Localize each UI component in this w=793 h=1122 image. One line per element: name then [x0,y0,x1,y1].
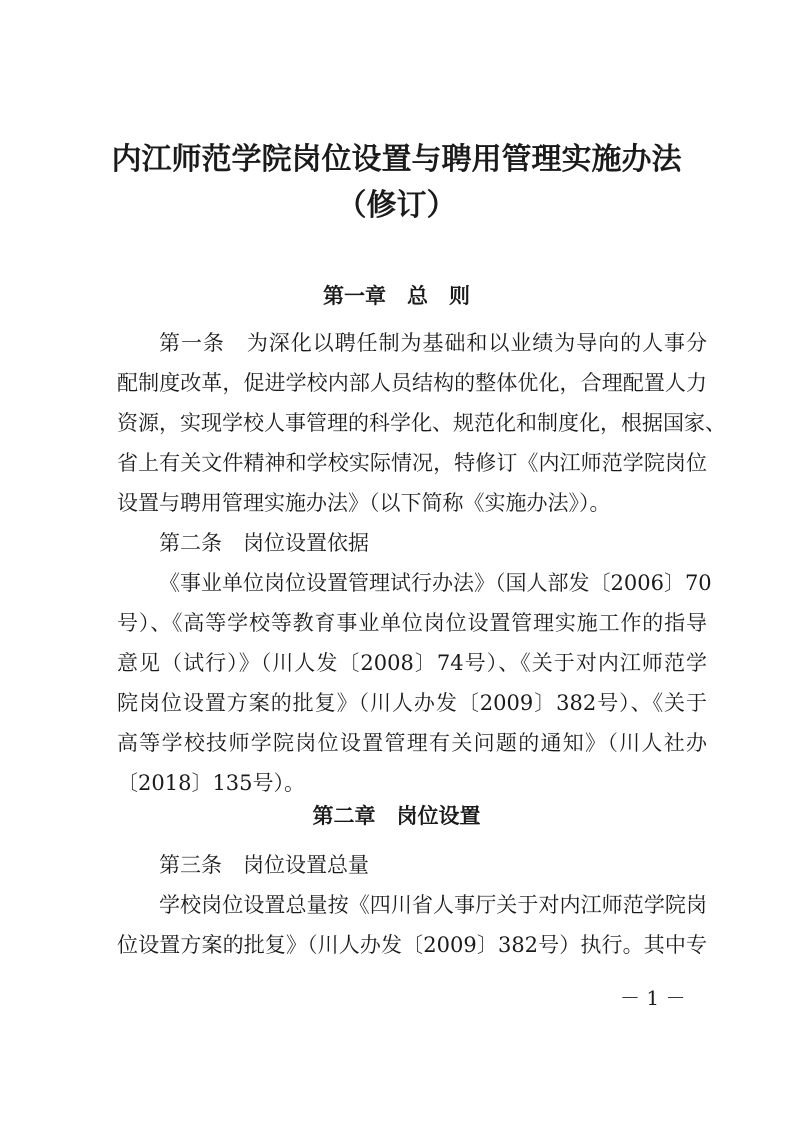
paragraph-line: 院岗位设置方案的批复》（川人办发〔2009〕382号）、《关于 [117,691,707,715]
chapter-heading: 第二章 岗位设置 [312,804,481,828]
article-heading: 第二条 岗位设置依据 [159,531,369,555]
paragraph-line: 意见（试行）》（川人发〔2008〕74号）、《关于对内江师范学 [117,651,707,675]
paragraph-line: 配制度改革，促进学校内部人员结构的整体优化，合理配置人力 [117,371,707,395]
paragraph-line: 号）、《高等学校等教育事业单位岗位设置管理实施工作的指导 [117,611,707,635]
paragraph-line: 《事业单位岗位设置管理试行办法》（国人部发〔2006〕70 [159,571,712,595]
page-number: － 1 － [620,986,686,1010]
paragraph-line: 学校岗位设置总量按《四川省人事厅关于对内江师范学院岗 [159,893,707,917]
paragraph-line: 省上有关文件精神和学校实际情况，特修订《内江师范学院岗位 [117,451,707,475]
paragraph-line: 位设置方案的批复》（川人办发〔2009〕382号）执行。其中专 [117,933,707,957]
document-title: 内江师范学院岗位设置与聘用管理实施办法 [111,142,682,177]
article-heading: 第三条 岗位设置总量 [159,853,369,877]
paragraph-line: 资源，实现学校人事管理的科学化、规范化和制度化，根据国家、 [117,411,726,435]
paragraph-line: 〔2018〕135号）。 [117,771,306,795]
document-subtitle: （修订） [336,188,457,223]
paragraph-line: 第一条 为深化以聘任制为基础和以业绩为导向的人事分 [159,331,707,355]
paragraph-line: 设置与聘用管理实施办法》（以下简称《实施办法》）。 [117,491,611,515]
paragraph-line: 高等学校技师学院岗位设置管理有关问题的通知》（川人社办 [117,731,707,755]
chapter-heading: 第一章 总 则 [323,284,470,308]
